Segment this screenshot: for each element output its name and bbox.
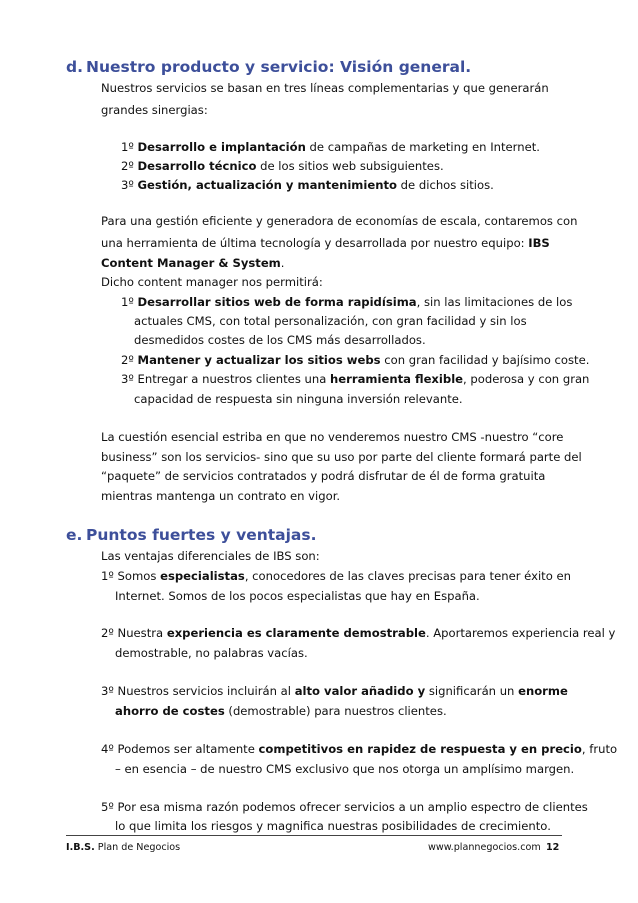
list-item-continuation: capacidad de respuesta sin ninguna inversión relevante.	[134, 392, 463, 406]
paragraph-line: Dicho content manager nos permitirá:	[101, 275, 323, 289]
list-item-continuation: – en esencia – de nuestro CMS exclusivo que nos otorga un amplísimo margen.	[115, 762, 575, 776]
list-item-continuation: ahorro de costes (demostrable) para nuestros clientes.	[115, 704, 447, 718]
list-item: 1º Somos especialistas, conocedores de las claves precisas para tener éxito en	[101, 569, 571, 583]
list-item: 2º Desarrollo técnico de los sitios web subsiguientes.	[121, 159, 444, 173]
section-d-title: Nuestro producto y servicio: Visión general.	[86, 58, 472, 76]
list-item: 5º Por esa misma razón podemos ofrecer servicios a un amplio espectro de clientes	[101, 800, 588, 814]
emphasis: alto valor añadido y	[294, 684, 426, 698]
emphasis: Gestión, actualización y mantenimiento	[137, 178, 397, 192]
footer-doc-title: Plan de Negocios	[97, 842, 181, 853]
list-item-continuation: lo que limita los riesgos y magnifica nuestras posibilidades de crecimiento.	[115, 819, 551, 833]
paragraph-line: grandes sinergias:	[101, 103, 208, 117]
list-item: 3º Nuestros servicios incluirán al alto valor añadido y significarán un enorme	[101, 684, 568, 698]
emphasis: competitivos en rapidez de respuesta y en precio	[258, 742, 582, 756]
section-e-letter: e.	[66, 526, 83, 544]
paragraph-line: La cuestión esencial estriba en que no venderemos nuestro CMS -nuestro “core	[101, 430, 564, 444]
emphasis: enorme	[518, 684, 568, 698]
section-e-title: Puntos fuertes y ventajas.	[86, 526, 317, 544]
list-item-continuation: demostrable, no palabras vacías.	[115, 646, 308, 660]
section-d-letter: d.	[66, 58, 83, 76]
paragraph-line: Para una gestión eficiente y generadora de economías de escala, contaremos con	[101, 214, 578, 228]
paragraph-line: Nuestros servicios se basan en tres líneas complementarias y que generarán	[101, 81, 549, 95]
footer-doc-info	[66, 842, 180, 853]
emphasis: ahorro de costes	[115, 704, 225, 718]
section-e-heading	[66, 526, 317, 544]
emphasis: Desarrollo e implantación	[137, 140, 306, 154]
list-item: 1º Desarrollar sitios web de forma rapidísima, sin las limitaciones de los	[121, 295, 573, 309]
emphasis: experiencia es claramente demostrable	[166, 626, 426, 640]
list-item: 1º Desarrollo e implantación de campañas de marketing en Internet.	[121, 140, 540, 154]
paragraph-line: mientras mantenga un contrato en vigor.	[101, 489, 341, 503]
page-number: 12	[546, 842, 560, 853]
emphasis: Desarrollo técnico	[137, 159, 257, 173]
footer-divider	[66, 835, 562, 836]
emphasis: Desarrollar sitios web de forma rapidísima	[137, 295, 417, 309]
section-d-heading	[66, 58, 471, 76]
paragraph-line: business” son los servicios- sino que su uso por parte del cliente formará parte del	[101, 450, 582, 464]
footer-url: www.plannegocios.com	[428, 842, 541, 853]
list-item-continuation: actuales CMS, con total personalización, con gran facilidad y sin los	[134, 314, 527, 328]
paragraph-line: Content Manager & System.	[101, 256, 285, 270]
list-item: 2º Nuestra experiencia es claramente demostrable. Aportaremos experiencia real y	[101, 626, 616, 640]
paragraph-line: “paquete” de servicios contratados y podrá disfrutar de él de forma gratuita	[101, 469, 546, 483]
paragraph-line: Las ventajas diferenciales de IBS son:	[101, 549, 320, 563]
emphasis: herramienta flexible	[330, 372, 464, 386]
list-item-continuation: Internet. Somos de los pocos especialistas que hay en España.	[115, 589, 480, 603]
paragraph-line: una herramienta de última tecnología y desarrollada por nuestro equipo: IBS	[101, 236, 550, 250]
emphasis: especialistas	[160, 569, 245, 583]
list-item-continuation: desmedidos costes de los CMS más desarrollados.	[134, 333, 426, 347]
list-item: 3º Entregar a nuestros clientes una herramienta flexible, poderosa y con gran	[121, 372, 590, 386]
list-item: 4º Podemos ser altamente competitivos en rapidez de respuesta y en precio, fruto	[101, 742, 618, 756]
emphasis: IBS	[528, 236, 550, 250]
footer-brand: I.B.S.	[66, 842, 95, 853]
emphasis: Content Manager & System	[101, 256, 281, 270]
emphasis: Mantener y actualizar los sitios webs	[137, 353, 381, 367]
list-item: 3º Gestión, actualización y mantenimiento de dichos sitios.	[121, 178, 494, 192]
list-item: 2º Mantener y actualizar los sitios webs con gran facilidad y bajísimo coste.	[121, 353, 590, 367]
